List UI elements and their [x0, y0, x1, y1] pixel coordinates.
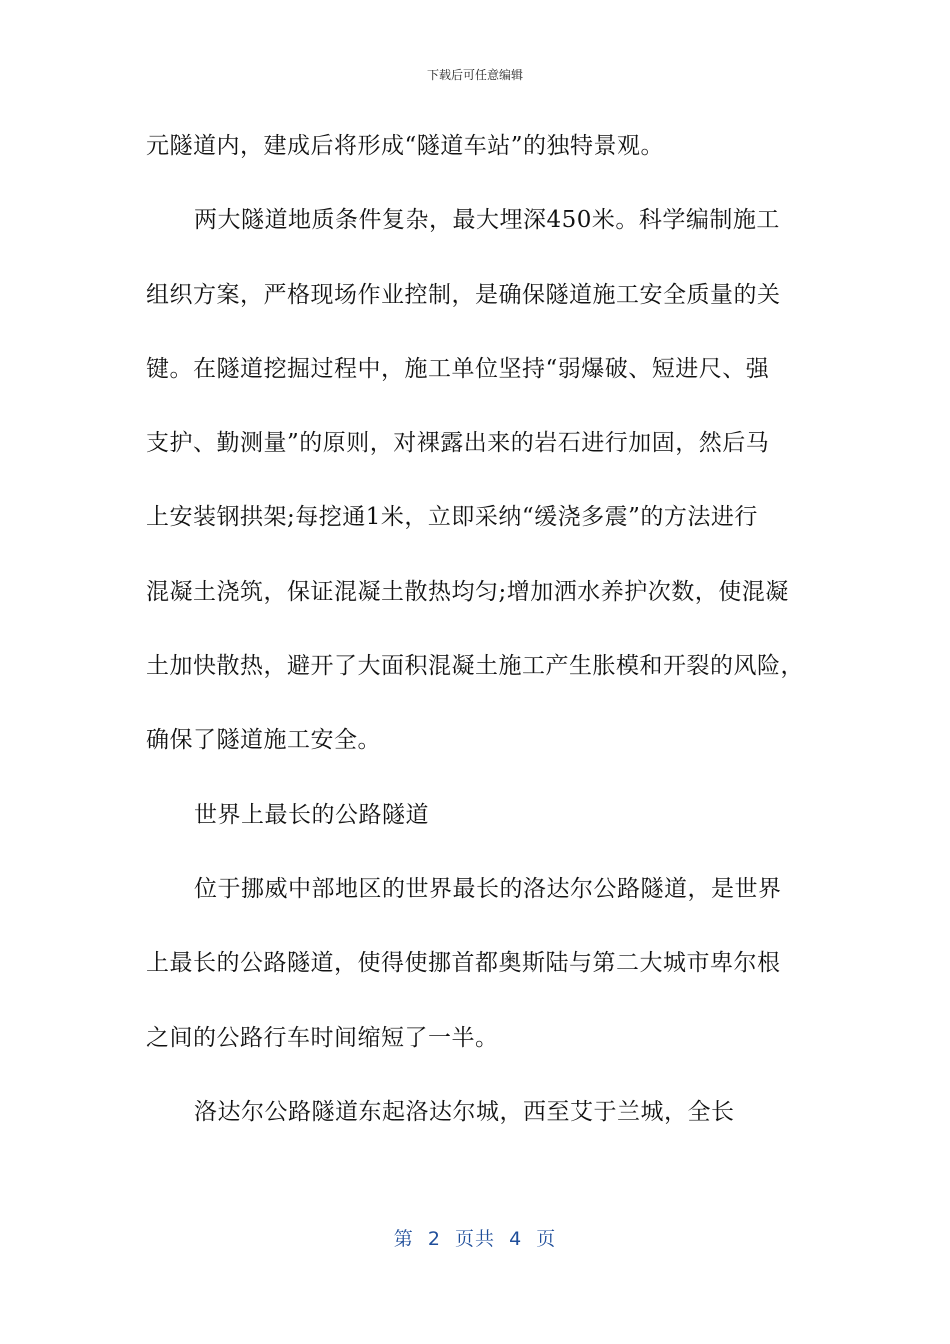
text-line: 元隧道内，建成后将形成“隧道车站”的独特景观。	[146, 133, 665, 159]
page-footer: 第 2 页共 4 页	[393, 1228, 557, 1250]
text-line: 组织方案，严格现场作业控制，是确保隧道施工安全质量的关	[146, 281, 781, 308]
text-line: 之间的公路行车时间缩短了一半。	[146, 1024, 499, 1051]
text-line: 支护、勤测量”的原则，对裸露出来的岩石进行加固，然后马	[146, 430, 770, 457]
paragraph-start: 位于挪威中部地区的世界最长的洛达尔公路隧道，是世界	[194, 875, 782, 902]
text-line: 土加快散热，避开了大面积混凝土施工产生胀模和开裂的风险，	[146, 653, 804, 680]
text-line: 上最长的公路隧道，使得使挪首都奥斯陆与第二大城市卑尔根	[146, 950, 781, 977]
text-line: 键。在隧道挖掘过程中，施工单位坚持“弱爆破、短进尺、强	[146, 355, 770, 382]
text-line: 混凝土浇筑，保证混凝土散热均匀;增加洒水养护次数，使混凝	[146, 578, 789, 605]
document-body	[146, 125, 811, 1165]
paragraph-start: 两大隧道地质条件复杂，最大埋深450米。科学编制施工	[194, 207, 780, 234]
text-line: 确保了隧道施工安全。	[146, 727, 381, 754]
paragraph-start: 洛达尔公路隧道东起洛达尔城，西至艾于兰城，全长	[194, 1098, 735, 1125]
page-header: 下载后可任意编辑	[426, 68, 523, 82]
section-heading: 世界上最长的公路隧道	[194, 801, 429, 828]
text-line: 上安装钢拱架;每挖通1米，立即采纳“缓浇多震”的方法进行	[146, 504, 758, 531]
